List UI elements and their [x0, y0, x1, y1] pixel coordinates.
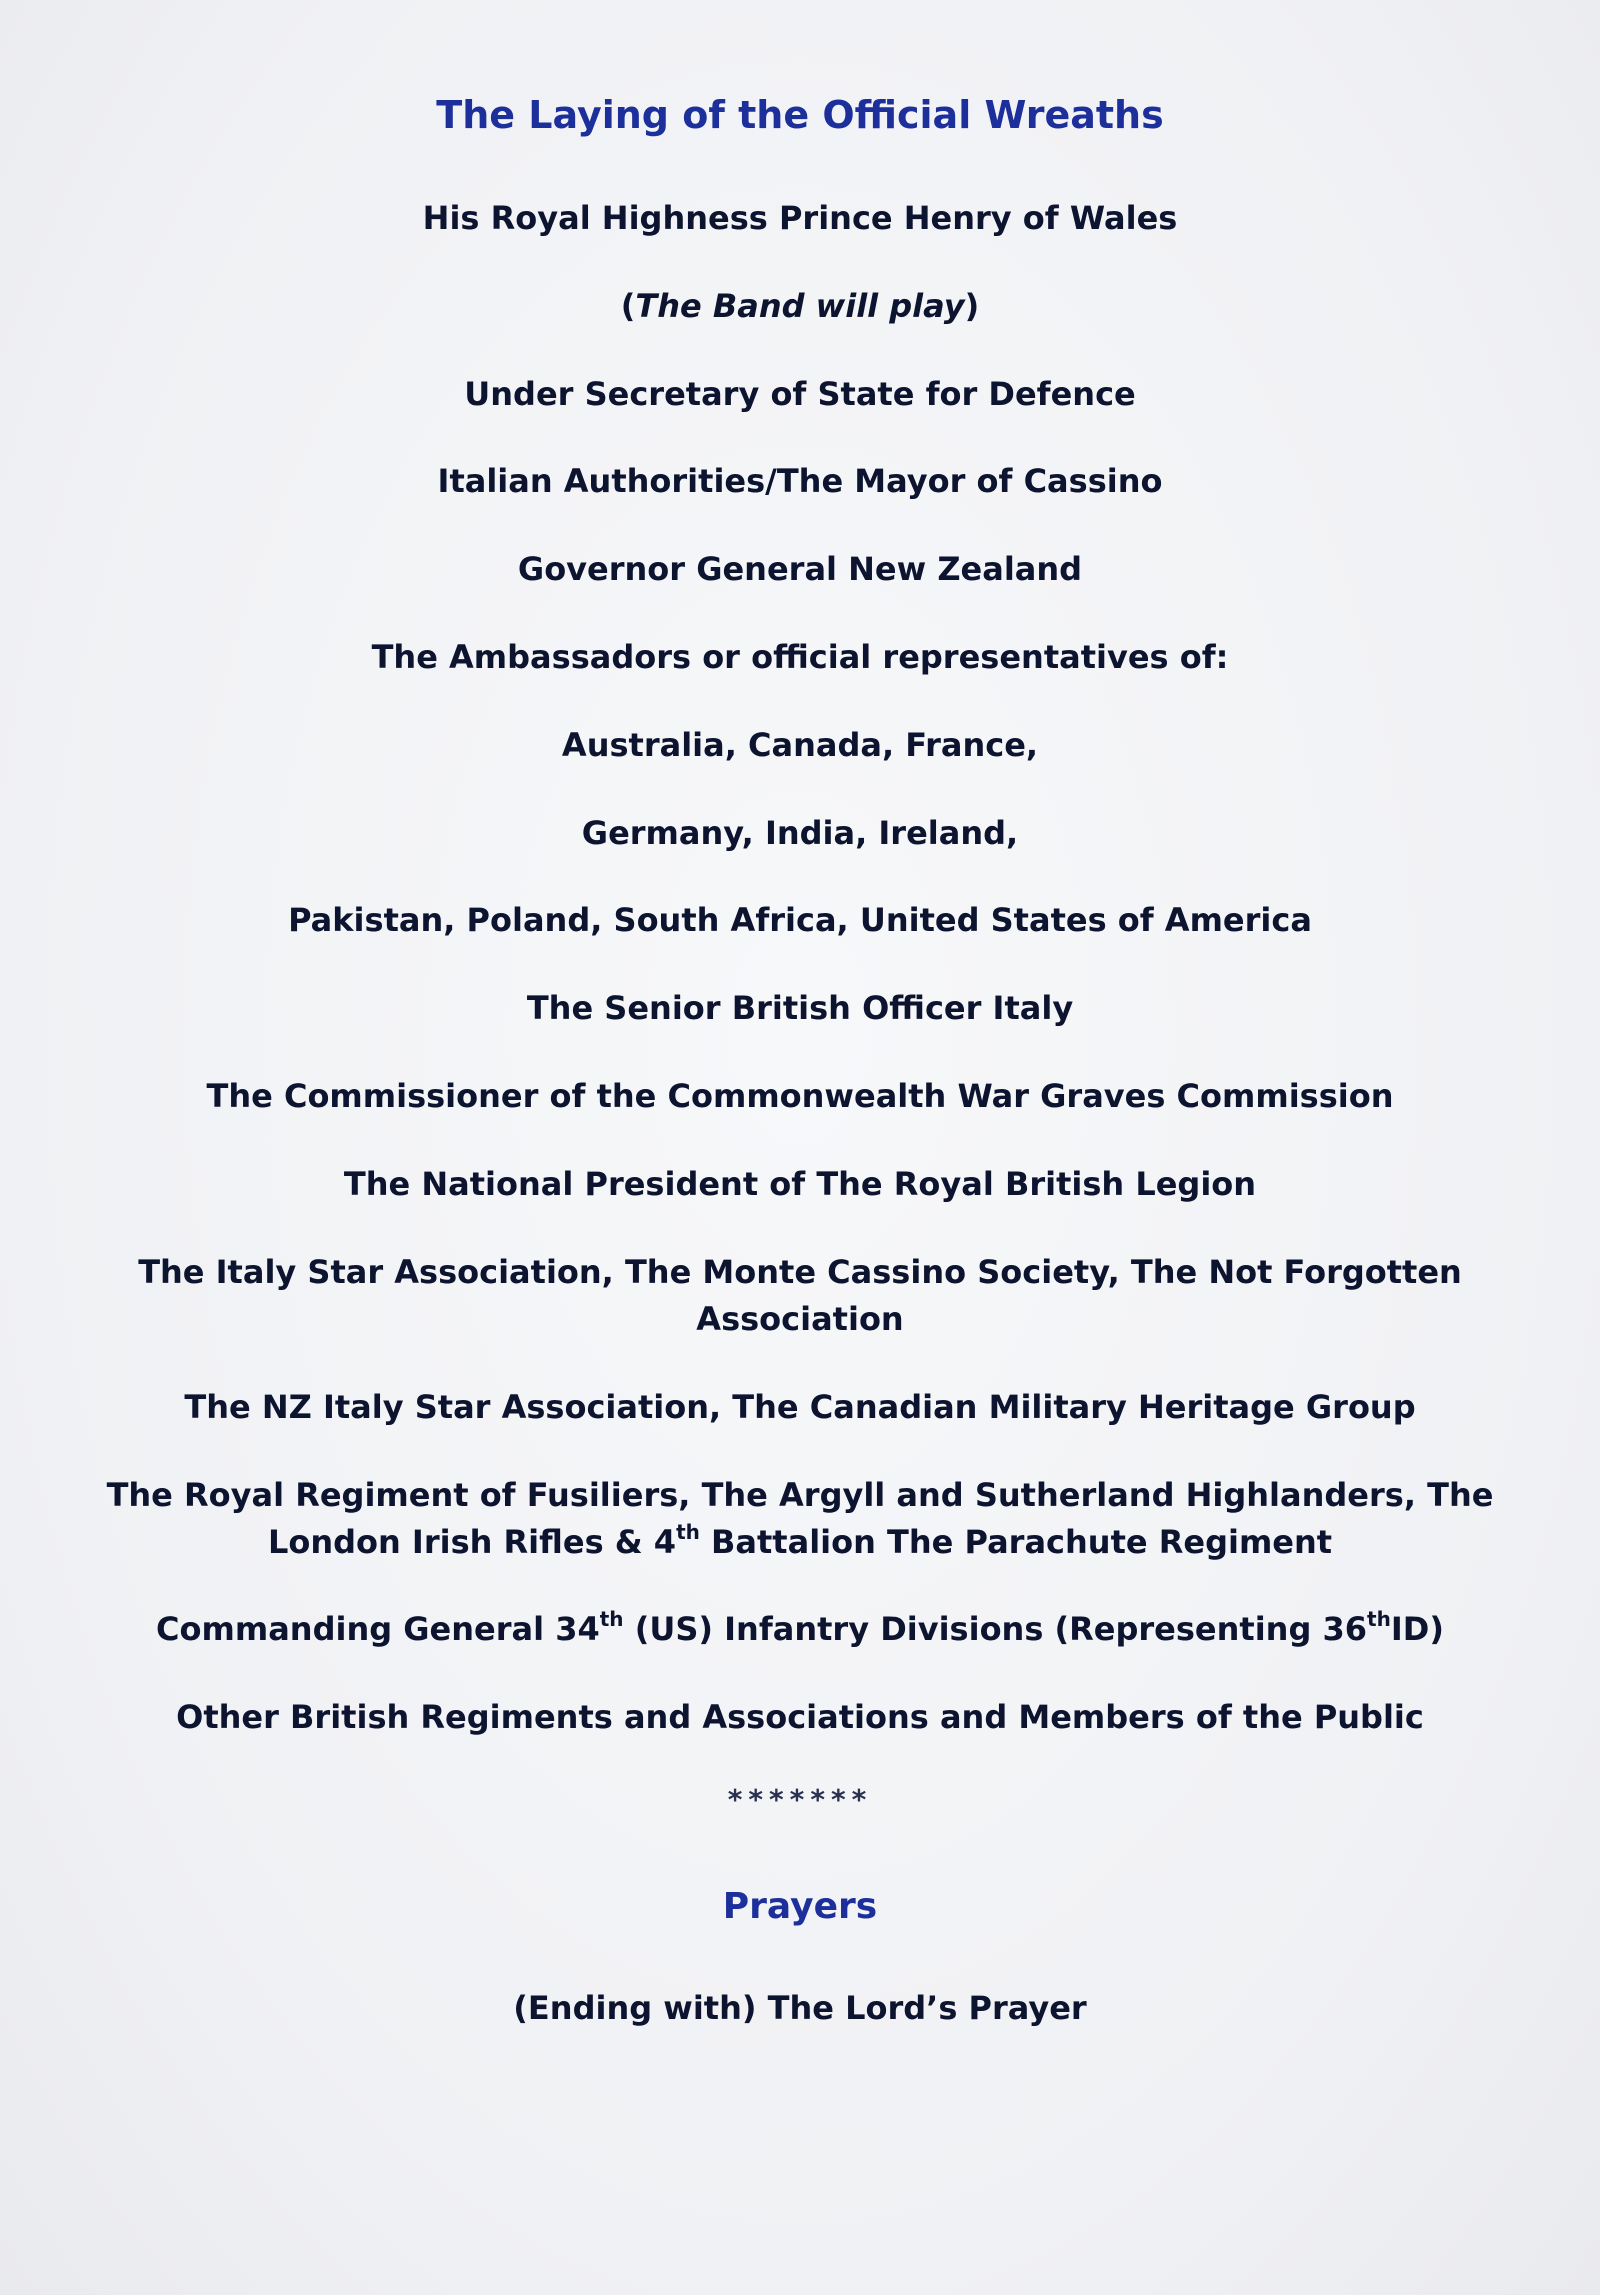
regiments-line-2-start: London Irish Rifles & 4 — [267, 1523, 677, 1561]
prince-henry: His Royal Highness Prince Henry of Wales — [422, 199, 1178, 237]
regiments-line-2 — [0, 1519, 1600, 1566]
us-commanding-general — [0, 1606, 1600, 1653]
under-secretary: Under Secretary of State for Defence — [464, 375, 1136, 413]
regiments-ordinal: th — [676, 1520, 700, 1545]
band-note-text: The Band will play — [635, 287, 965, 325]
ambassadors-heading: The Ambassadors or official representatives of: — [371, 638, 1229, 676]
us-ordinal-36: th — [1367, 1607, 1391, 1632]
band-open-paren: ( — [620, 287, 636, 325]
senior-british-officer: The Senior British Officer Italy — [526, 989, 1074, 1027]
regiments-line-1: The Royal Regiment of Fusiliers, The Argyll and Sutherland Highlanders, The — [106, 1476, 1494, 1514]
band-note — [0, 283, 1600, 330]
band-close-paren: ) — [964, 287, 980, 325]
us-line-middle: (US) Infantry Divisions (Representing 36 — [623, 1610, 1368, 1648]
us-ordinal-34: th — [599, 1607, 624, 1632]
associations-line-1: The Italy Star Association, The Monte Cassino Society, The Not Forgotten — [138, 1253, 1462, 1291]
regiments-line-2-end: Battalion The Parachute Regiment — [699, 1523, 1333, 1561]
lords-prayer: (Ending with) The Lord’s Prayer — [513, 1989, 1087, 2027]
us-line-end: ID) — [1390, 1610, 1444, 1648]
asterisk-divider: ******* — [727, 1783, 873, 1816]
us-line-start: Commanding General 34 — [156, 1610, 600, 1648]
cwgc-commissioner: The Commissioner of the Commonwealth War Graves Commission — [206, 1077, 1394, 1115]
show-through-shadow — [0, 310, 1600, 570]
nz-canadian-groups: The NZ Italy Star Association, The Canadian Military Heritage Group — [184, 1388, 1416, 1426]
countries-line-1: Australia, Canada, France, — [561, 726, 1039, 764]
other-regiments: Other British Regiments and Associations and Members of the Public — [176, 1698, 1424, 1736]
rbl-president: The National President of The Royal British Legion — [343, 1165, 1257, 1203]
countries-line-2: Germany, India, Ireland, — [581, 814, 1019, 852]
countries-line-3: Pakistan, Poland, South Africa, United States of America — [288, 901, 1312, 939]
italian-authorities: Italian Authorities/The Mayor of Cassino — [437, 462, 1163, 500]
page-title: The Laying of the Official Wreaths — [436, 93, 1164, 137]
prayers-heading: Prayers — [722, 1886, 878, 1927]
governor-general: Governor General New Zealand — [517, 550, 1083, 588]
associations-line-2: Association — [696, 1300, 904, 1338]
